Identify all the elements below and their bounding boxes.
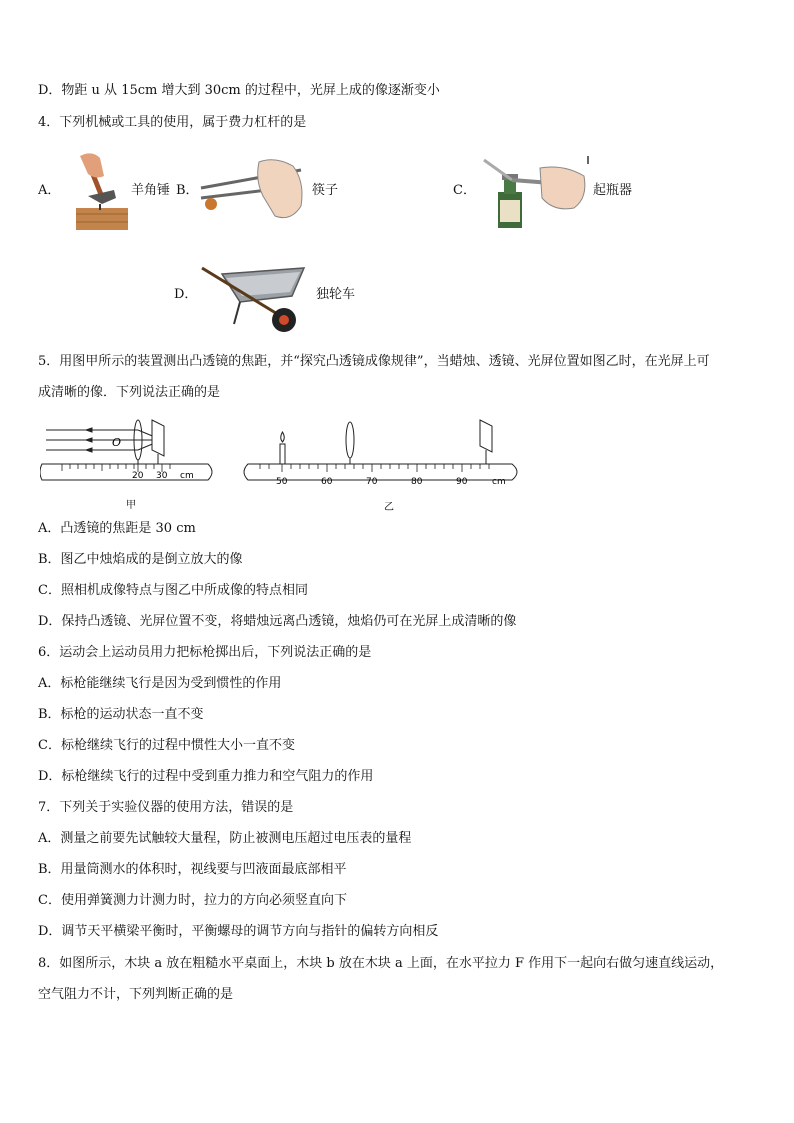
bottle-opener-picture bbox=[480, 154, 590, 230]
q8-stem-line1: 8．如图所示，木块 a 放在粗糙水平桌面上，木块 b 放在木块 a 上面，在水平拉力 F 作用下一起向右做匀速直线运动， bbox=[38, 956, 724, 971]
q4-option-d-letter: D． bbox=[174, 287, 198, 302]
q7-option-c: C．使用弹簧测力计测力时，拉力的方向必须竖直向下 bbox=[38, 893, 347, 908]
yi-caption: 乙 bbox=[384, 502, 394, 513]
figure-jia bbox=[40, 416, 224, 514]
q6-option-c: C．标枪继续飞行的过程中惯性大小一直不变 bbox=[38, 738, 295, 753]
q5-option-a: A．凸透镜的焦距是 30 cm bbox=[38, 521, 196, 536]
focus-label: O bbox=[112, 436, 122, 449]
q6-option-a: A．标枪能继续飞行是因为受到惯性的作用 bbox=[38, 676, 282, 691]
figure-yi bbox=[240, 418, 526, 514]
jia-caption: 甲 bbox=[126, 500, 136, 511]
wheelbarrow-picture bbox=[200, 262, 312, 336]
jia-tick-30: 30 bbox=[156, 471, 168, 481]
yi-tick-90: 90 bbox=[456, 477, 468, 487]
q5-option-c: C．照相机成像特点与图乙中所成像的特点相同 bbox=[38, 583, 308, 598]
q7-option-a: A．测量之前要先试触较大量程，防止被测电压超过电压表的量程 bbox=[38, 831, 412, 846]
jia-tick-20: 20 bbox=[132, 471, 144, 481]
q5-stem-line2: 成清晰的像．下列说法正确的是 bbox=[38, 385, 221, 400]
q7-option-d: D．调节天平横梁平衡时，平衡螺母的调节方向与指针的偏转方向相反 bbox=[38, 924, 439, 939]
q7-stem: 7．下列关于实验仪器的使用方法，错误的是 bbox=[38, 800, 294, 815]
q4-option-c-text: 起瓶器 bbox=[593, 183, 633, 198]
q5-stem-line1: 5．用图甲所示的装置测出凸透镜的焦距，并“探究凸透镜成像规律”，当蜡烛、透镜、光屏位置如图乙时，在光屏上可 bbox=[38, 354, 710, 369]
jia-tick-unit: cm bbox=[180, 471, 194, 481]
q6-option-d: D．标枪继续飞行的过程中受到重力推力和空气阻力的作用 bbox=[38, 769, 374, 784]
q7-option-b: B．用量筒测水的体积时，视线要与凹液面最底部相平 bbox=[38, 862, 347, 877]
q8-stem-line2: 空气阻力不计，下列判断正确的是 bbox=[38, 987, 234, 1002]
q4-option-c-letter: C． bbox=[453, 183, 476, 198]
yi-tick-70: 70 bbox=[366, 477, 378, 487]
hammer-picture bbox=[74, 150, 130, 232]
yi-tick-80: 80 bbox=[411, 477, 423, 487]
q4-stem: 4．下列机械或工具的使用，属于费力杠杆的是 bbox=[38, 115, 307, 130]
q4-option-b-letter: B． bbox=[176, 183, 199, 198]
q5-option-d: D．保持凸透镜、光屏位置不变，将蜡烛远离凸透镜，烛焰仍可在光屏上成清晰的像 bbox=[38, 614, 517, 629]
q4-option-a-text: 羊角锤 bbox=[131, 183, 171, 198]
q5-option-b: B．图乙中烛焰成的是倒立放大的像 bbox=[38, 552, 243, 567]
chopsticks-picture bbox=[197, 156, 309, 226]
q6-option-b: B．标枪的运动状态一直不变 bbox=[38, 707, 204, 722]
q4-option-a-letter: A． bbox=[38, 183, 61, 198]
yi-tick-unit: cm bbox=[492, 477, 506, 487]
q4-option-b-text: 筷子 bbox=[312, 183, 339, 198]
yi-tick-50: 50 bbox=[276, 477, 288, 487]
q3-option-d: D．物距 u 从 15cm 增大到 30cm 的过程中，光屏上成的像逐渐变小 bbox=[38, 83, 440, 98]
q6-stem: 6．运动会上运动员用力把标枪掷出后，下列说法正确的是 bbox=[38, 645, 372, 660]
yi-tick-60: 60 bbox=[321, 477, 333, 487]
q4-option-d-text: 独轮车 bbox=[316, 287, 356, 302]
